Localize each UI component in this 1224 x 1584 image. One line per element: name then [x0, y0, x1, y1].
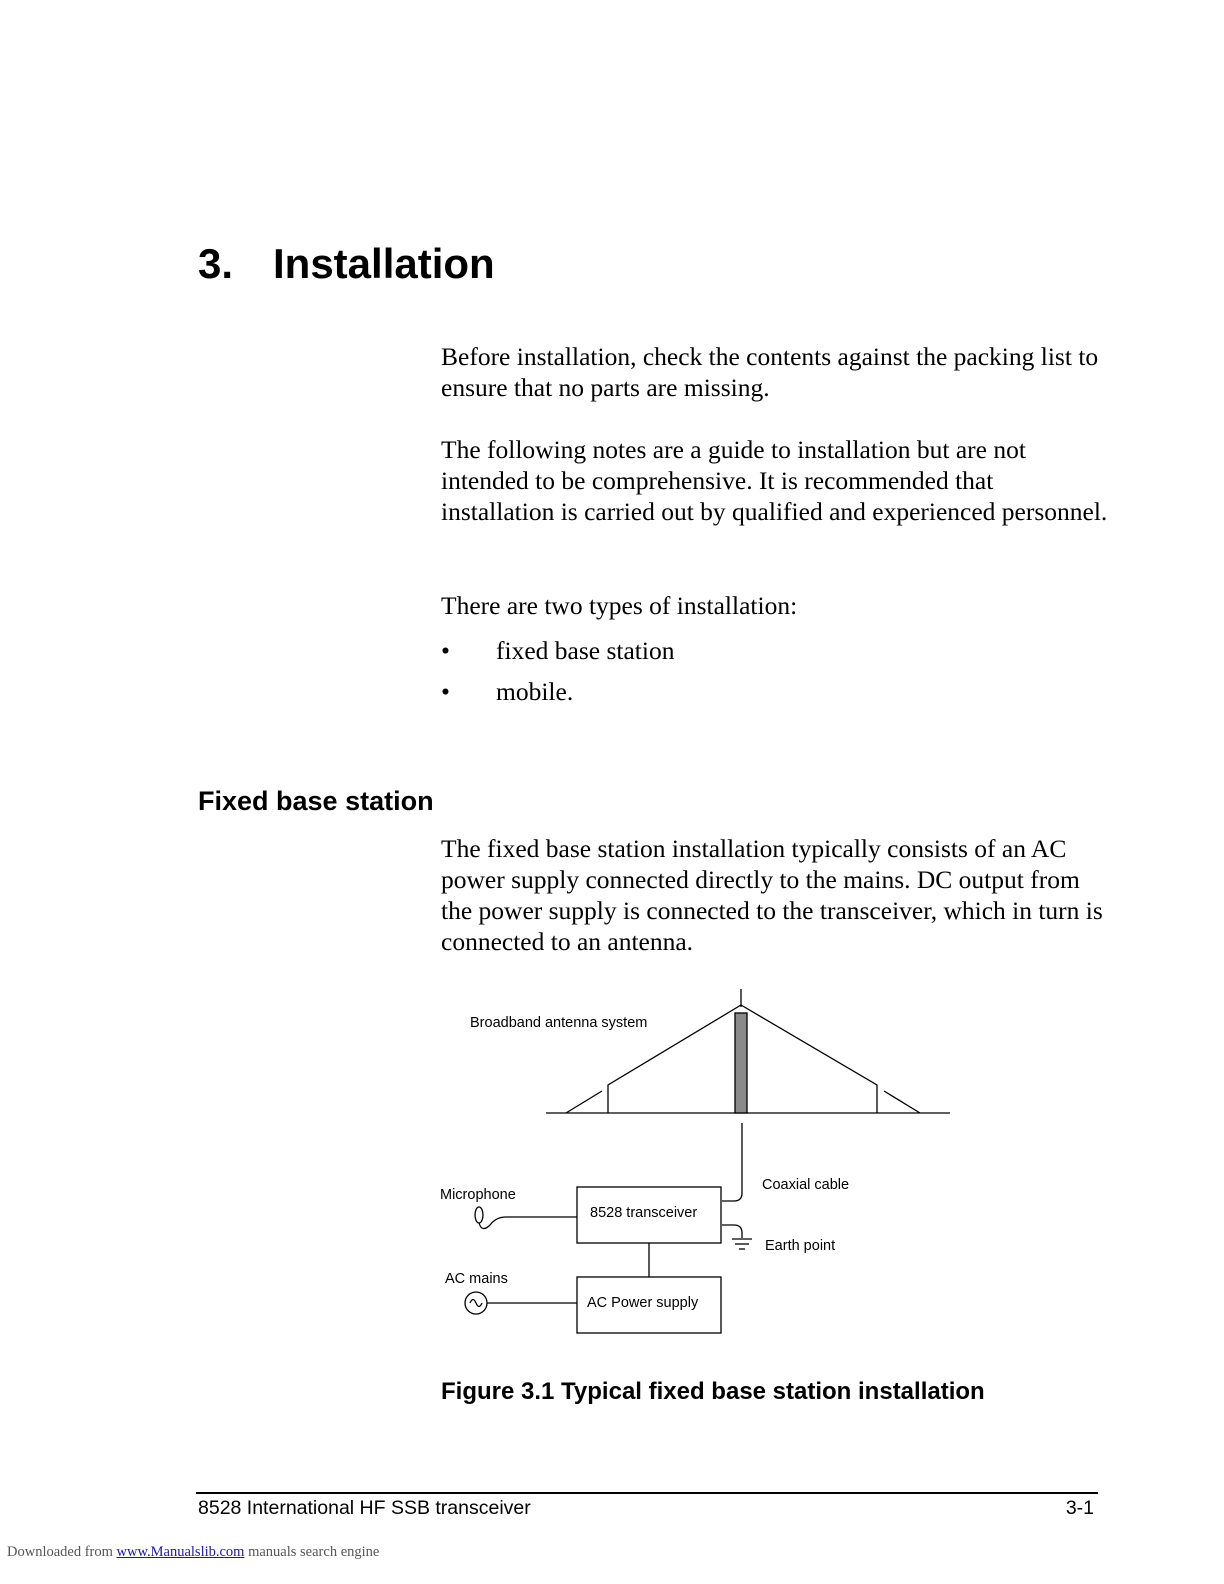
footer-divider [196, 1492, 1098, 1494]
antenna-mast [735, 1013, 747, 1113]
download-prefix: Downloaded from [7, 1544, 113, 1560]
download-source [7, 1543, 379, 1561]
footer-title: 8528 International HF SSB transceiver [198, 1497, 531, 1519]
bullet-icon: • [441, 677, 450, 706]
figure-caption: Figure 3.1 Typical fixed base station installation [441, 1378, 985, 1405]
installation-types-list [441, 630, 674, 712]
list-item-label: mobile. [496, 677, 574, 706]
intro-paragraph-1: Before installation, check the contents against the packing list to ensure that no parts are missing. [441, 342, 1099, 402]
antenna-label: Broadband antenna system [470, 1015, 648, 1031]
guy-wire-right [884, 1091, 920, 1113]
section-paragraph: The fixed base station installation typically consists of an AC power supply connected directly to the mains. DC output from the power supply is connected to the transceiver, which in turn is connected to an antenna. [441, 834, 1103, 956]
list-item [441, 630, 674, 671]
antenna-icon [546, 989, 950, 1113]
ac-source-icon [465, 1292, 577, 1314]
chapter-number: 3. [198, 240, 234, 287]
chapter-heading [198, 236, 495, 292]
page-number: 3-1 [1065, 1497, 1094, 1519]
microphone-icon [475, 1207, 577, 1229]
list-item [441, 671, 674, 712]
intro-paragraph-3: There are two types of installation: [441, 591, 798, 620]
chapter-title: Installation [273, 240, 495, 287]
intro-paragraph-2: The following notes are a guide to installation but are not intended to be comprehensive. It is recommended that installation is carried out by qualified and experienced personnel. [441, 435, 1108, 526]
ac-mains-label: AC mains [445, 1271, 508, 1287]
earth-icon [722, 1225, 752, 1249]
list-item-label: fixed base station [496, 636, 675, 665]
microphone-label: Microphone [440, 1187, 516, 1203]
guy-wire-left [566, 1091, 602, 1113]
power-supply-label: AC Power supply [587, 1295, 699, 1311]
installation-diagram [430, 985, 970, 1345]
antenna-wire-right [741, 1005, 877, 1113]
transceiver-label: 8528 transceiver [590, 1205, 698, 1221]
bullet-icon: • [441, 636, 450, 665]
earth-label: Earth point [765, 1238, 836, 1254]
coax-label: Coaxial cable [762, 1177, 850, 1193]
download-suffix: manuals search engine [248, 1544, 380, 1560]
section-heading: Fixed base station [198, 786, 434, 816]
coax-cable [722, 1123, 742, 1201]
manualslib-link[interactable]: www.Manualslib.com [116, 1544, 245, 1560]
